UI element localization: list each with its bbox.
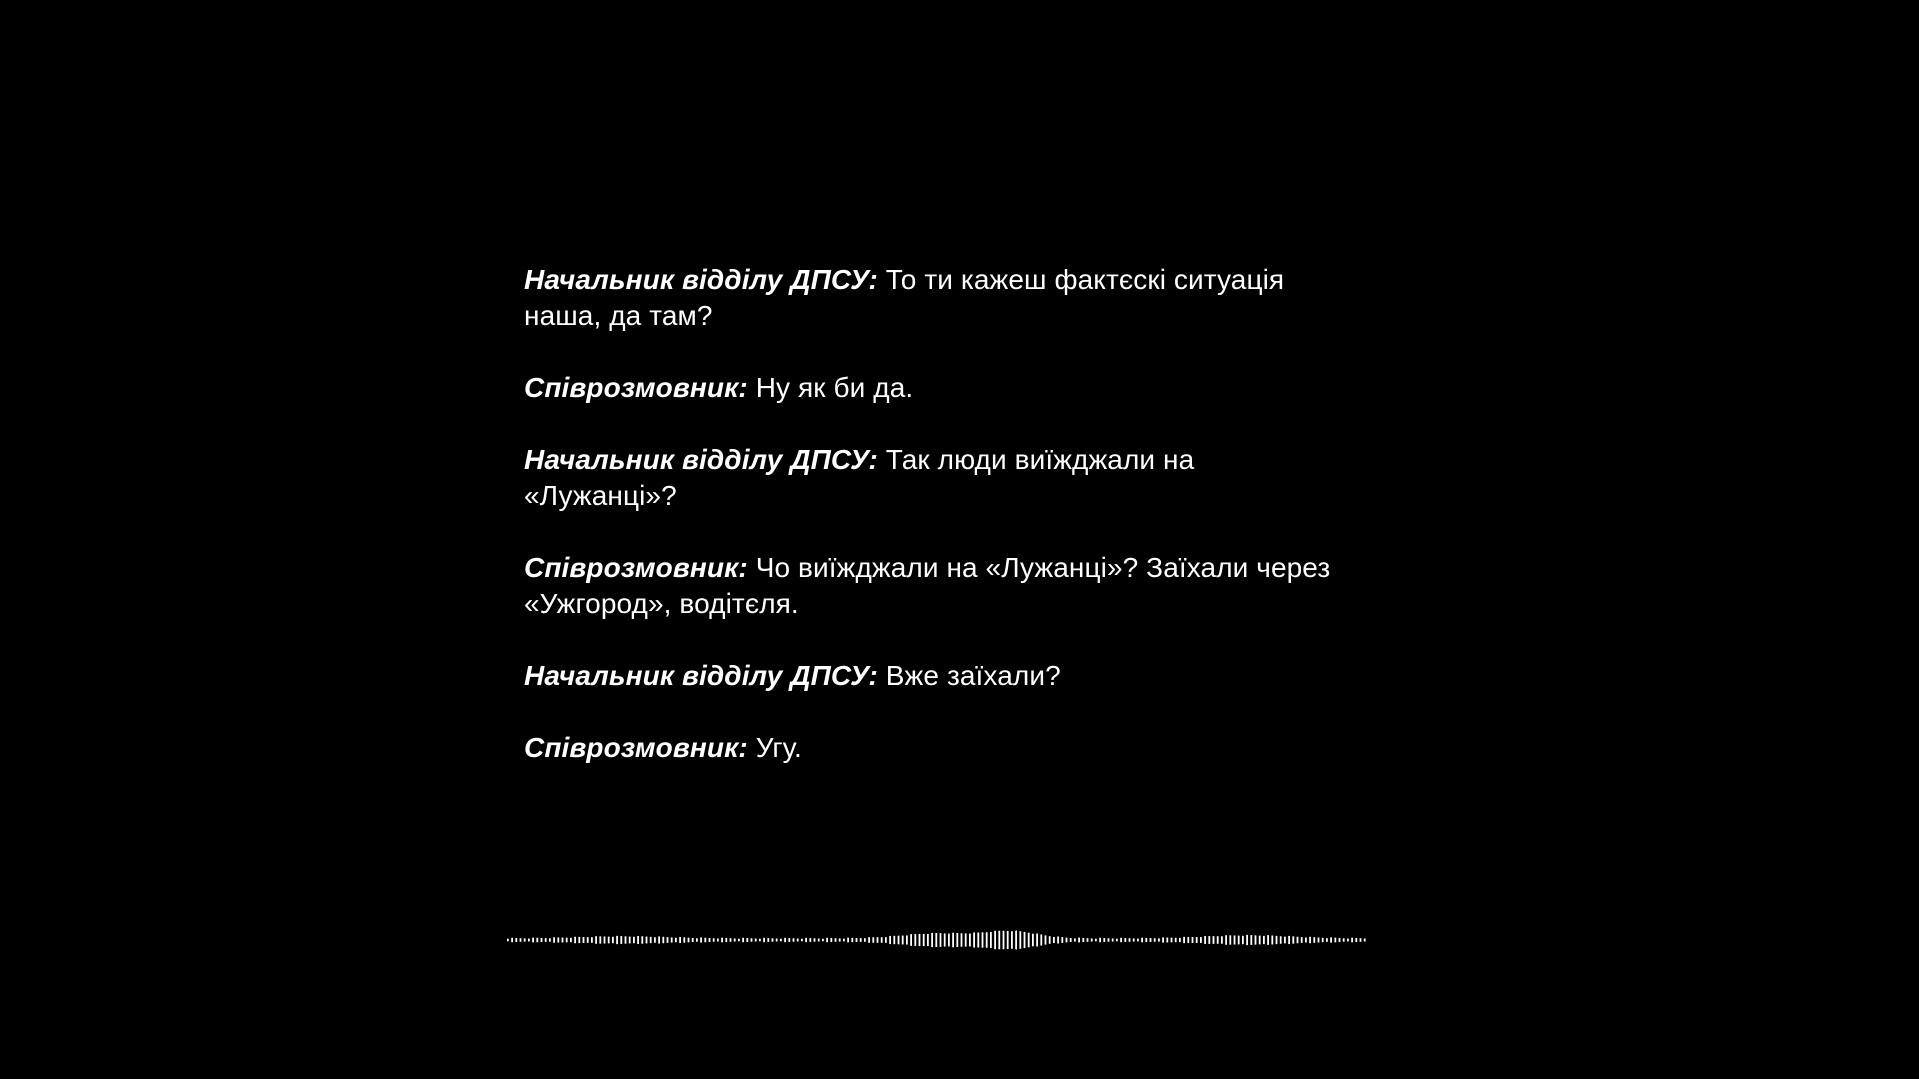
waveform-bar: [1309, 937, 1311, 943]
waveform-bar: [1007, 931, 1009, 949]
waveform-bar: [1032, 934, 1034, 947]
waveform-bar: [889, 936, 891, 944]
waveform-bar: [646, 937, 648, 944]
waveform-bar: [545, 938, 547, 942]
waveform-bar: [620, 936, 622, 944]
waveform-bar: [1355, 938, 1357, 942]
waveform-bar: [654, 937, 656, 943]
waveform-bar: [717, 939, 719, 942]
waveform-bar: [541, 938, 543, 942]
waveform-bar: [767, 938, 769, 942]
waveform-bar: [809, 938, 811, 942]
waveform-bar: [1267, 935, 1269, 945]
waveform-bar: [730, 938, 732, 942]
waveform-bar: [965, 933, 967, 946]
waveform-bar: [709, 938, 711, 942]
waveform-bar: [1217, 936, 1219, 944]
waveform-bar: [1347, 939, 1349, 942]
waveform-bar: [1019, 931, 1021, 949]
waveform-bar: [1154, 938, 1156, 942]
waveform-bar: [788, 938, 790, 942]
waveform-bar: [696, 938, 698, 941]
waveform-bar: [1003, 931, 1005, 949]
waveform-bar: [1074, 938, 1076, 941]
waveform-bar: [944, 933, 946, 946]
speaker-label: Співрозмовник:: [524, 732, 748, 763]
waveform-bar: [1145, 938, 1147, 942]
waveform-bar: [839, 938, 841, 941]
waveform-bar: [793, 938, 795, 941]
waveform-bar: [1318, 938, 1320, 943]
waveform-bar: [805, 938, 807, 942]
waveform-bar: [1045, 935, 1047, 944]
transcript-line: [524, 262, 1344, 334]
waveform-bar: [511, 938, 513, 942]
waveform-bar: [1036, 934, 1038, 947]
waveform-bar: [864, 938, 866, 942]
transcript-line: [524, 730, 1344, 766]
waveform-bar: [587, 937, 589, 943]
waveform-bar: [1288, 936, 1290, 944]
waveform-bar: [591, 937, 593, 943]
waveform-bar: [608, 937, 610, 944]
waveform-bar: [1049, 936, 1051, 944]
waveform-bar: [1238, 936, 1240, 945]
waveform-bar: [784, 938, 786, 942]
waveform-bar: [1141, 938, 1143, 943]
waveform-bar: [906, 935, 908, 944]
waveform-bar: [751, 938, 753, 941]
waveform-bar: [1242, 936, 1244, 944]
waveform-bar: [1250, 935, 1252, 945]
waveform-bar: [532, 938, 534, 943]
waveform-bar: [746, 938, 748, 942]
waveform-bar: [797, 939, 799, 942]
waveform-bar: [1120, 938, 1122, 942]
waveform-bar: [671, 937, 673, 942]
waveform-bar: [881, 937, 883, 943]
waveform-bar: [1061, 937, 1063, 943]
waveform-bar: [637, 936, 639, 944]
waveform-bar: [595, 936, 597, 944]
waveform-bar: [1070, 938, 1072, 942]
waveform-bar: [1259, 936, 1261, 945]
waveform-bar: [1339, 938, 1341, 942]
waveform-bar: [1015, 931, 1017, 950]
transcript-line: [524, 550, 1344, 622]
waveform-bar: [914, 934, 916, 946]
waveform-bar: [977, 932, 979, 947]
utterance-text: Вже заїхали?: [885, 660, 1061, 691]
waveform-bar: [612, 937, 614, 943]
waveform-bar: [1276, 936, 1278, 944]
waveform-bar: [822, 939, 824, 942]
waveform-bar: [1040, 934, 1042, 945]
utterance-text: Ну як би да.: [755, 372, 914, 403]
waveform-bar: [1255, 935, 1257, 944]
waveform-bar: [1116, 939, 1118, 942]
waveform-bar: [688, 938, 690, 943]
waveform-bar: [1208, 936, 1210, 944]
waveform-bar: [1313, 937, 1315, 943]
waveform-bar: [990, 932, 992, 948]
waveform-bar: [1301, 937, 1303, 943]
waveform-bar: [969, 934, 971, 947]
waveform-bar: [713, 938, 715, 941]
waveform-bar: [835, 938, 837, 942]
waveform-bar: [625, 936, 627, 943]
waveform-bar: [566, 938, 568, 943]
waveform-bar: [599, 936, 601, 943]
waveform-bar: [629, 937, 631, 944]
waveform-bar: [562, 938, 564, 943]
waveform-bar: [948, 934, 950, 947]
utterance-text: Так люди виїжджали на «Лужанці»?: [524, 444, 1195, 511]
waveform-bar: [1171, 938, 1173, 943]
waveform-bar: [1204, 936, 1206, 944]
waveform-bar: [956, 933, 958, 947]
waveform-bar: [520, 938, 522, 942]
waveform-bar: [1150, 938, 1152, 942]
waveform-bar: [986, 932, 988, 948]
waveform-bar: [868, 937, 870, 943]
waveform-bar: [1326, 938, 1328, 942]
waveform-bar: [893, 936, 895, 944]
waveform-bar: [1011, 931, 1013, 948]
waveform-bar: [616, 936, 618, 944]
waveform-bar: [1087, 938, 1089, 942]
waveform-bar: [856, 938, 858, 942]
waveform-bar: [1166, 938, 1168, 943]
audio-waveform: [506, 918, 1368, 962]
waveform-bar: [1271, 936, 1273, 945]
waveform-bar: [1103, 938, 1105, 942]
waveform-bar: [1221, 936, 1223, 943]
transcript-line: [524, 658, 1344, 694]
waveform-bar: [574, 937, 576, 943]
waveform-bar: [1284, 937, 1286, 944]
waveform-bar: [885, 937, 887, 943]
waveform-bar: [725, 938, 727, 942]
waveform-bar: [759, 939, 761, 942]
speaker-label: Начальник відділу ДПСУ:: [524, 264, 878, 295]
waveform-bar: [578, 937, 580, 943]
waveform-bar: [662, 937, 664, 943]
waveform-bar: [847, 938, 849, 943]
waveform-bar: [583, 937, 585, 943]
waveform-bar: [902, 936, 904, 945]
waveform-bar: [1213, 936, 1215, 944]
waveform-bar: [704, 938, 706, 943]
waveform-bar: [1024, 932, 1026, 948]
waveform-bar: [755, 939, 757, 942]
transcript: [524, 262, 1344, 802]
waveform-bar: [1158, 938, 1160, 941]
waveform-bar: [1175, 938, 1177, 942]
waveform-bar: [1292, 936, 1294, 943]
waveform-bar: [952, 933, 954, 947]
waveform-bar: [1124, 938, 1126, 942]
waveform-bar: [1099, 938, 1101, 942]
waveform-bar: [1187, 937, 1189, 943]
waveform-bar: [1095, 939, 1097, 942]
waveform-bar: [734, 938, 736, 941]
waveform-bar: [1330, 937, 1332, 942]
waveform-bar: [826, 938, 828, 942]
waveform-bar: [570, 938, 572, 942]
waveform-bar: [772, 938, 774, 941]
waveform-bar: [721, 938, 723, 943]
waveform-bar: [1108, 938, 1110, 941]
waveform-bar: [1028, 933, 1030, 947]
waveform-bar: [679, 937, 681, 943]
waveform-bar: [801, 939, 803, 942]
waveform-bar: [1360, 938, 1362, 942]
waveform-bar: [935, 933, 937, 947]
waveform-bar: [1196, 937, 1198, 943]
waveform-bar: [1053, 937, 1055, 943]
waveform-bar: [877, 937, 879, 943]
waveform-bar: [1280, 936, 1282, 943]
waveform-bar: [780, 939, 782, 942]
waveform-bar: [923, 934, 925, 946]
waveform-bar: [1334, 938, 1336, 943]
waveform-bar: [860, 938, 862, 942]
waveform-bar: [524, 938, 526, 941]
waveform-bar: [604, 936, 606, 943]
waveform-bar: [851, 938, 853, 942]
waveform-bar: [549, 938, 551, 941]
waveform-bar: [1137, 939, 1139, 942]
waveform-bar: [931, 933, 933, 947]
waveform-bar: [1078, 938, 1080, 943]
waveform-bar: [763, 938, 765, 942]
waveform-bar: [667, 937, 669, 943]
waveform-bar: [973, 932, 975, 947]
waveform-bar: [927, 934, 929, 946]
waveform-bar: [843, 939, 845, 942]
utterance-text: То ти кажеш фактєскі ситуація наша, да там?: [524, 264, 1285, 331]
waveform-bar: [1082, 938, 1084, 942]
waveform-bar: [553, 937, 555, 942]
waveform-bar: [982, 932, 984, 947]
waveform-bar: [683, 937, 685, 942]
waveform-bar: [1057, 936, 1059, 943]
waveform-bar: [998, 931, 1000, 949]
waveform-bar: [1179, 938, 1181, 942]
waveform-bar: [776, 939, 778, 942]
waveform-bar: [1192, 937, 1194, 943]
waveform-bar: [633, 937, 635, 943]
waveform-bar: [1364, 938, 1366, 941]
waveform-bar: [515, 938, 517, 942]
waveform-bar: [1162, 937, 1164, 942]
waveform-bar: [557, 937, 559, 942]
waveform-bar: [692, 938, 694, 942]
waveform-bar: [1229, 935, 1231, 944]
waveform-bar: [1351, 938, 1353, 943]
waveform-bar: [1183, 937, 1185, 943]
waveform-bar: [1133, 938, 1135, 941]
waveform-bar: [910, 934, 912, 946]
waveform-bar: [1263, 936, 1265, 944]
waveform-bar: [1322, 938, 1324, 942]
waveform-bar: [1305, 938, 1307, 943]
waveform-bar: [1234, 935, 1236, 944]
speaker-label: Співрозмовник:: [524, 372, 748, 403]
transcript-line: [524, 442, 1344, 514]
waveform-bar: [898, 936, 900, 945]
waveform-bar: [994, 931, 996, 949]
utterance-text: Чо виїжджали на «Лужанці»? Заїхали через «Ужгород», водітєля.: [524, 552, 1331, 619]
speaker-label: Начальник відділу ДПСУ:: [524, 444, 878, 475]
waveform-bar: [650, 937, 652, 943]
utterance-text: Угу.: [755, 732, 802, 763]
waveform-bar: [742, 938, 744, 942]
waveform-bar: [1200, 937, 1202, 943]
waveform-bar: [1225, 935, 1227, 945]
waveform-bar: [818, 939, 820, 942]
waveform-bar: [872, 937, 874, 943]
waveform-bar: [1343, 938, 1345, 941]
waveform-bar: [1112, 939, 1114, 942]
waveform-bar: [1297, 937, 1299, 944]
waveform-bar: [641, 936, 643, 943]
waveform-bar: [830, 938, 832, 942]
transcript-line: [524, 370, 1344, 406]
waveform-bar: [814, 938, 816, 941]
waveform-bar: [700, 937, 702, 942]
waveform-bar: [1246, 935, 1248, 945]
waveform-bar: [528, 939, 530, 942]
waveform-bar: [675, 938, 677, 942]
waveform-bar: [1129, 938, 1131, 942]
waveform-bar: [658, 936, 660, 943]
waveform-bar: [940, 933, 942, 947]
waveform-bar: [919, 934, 921, 946]
speaker-label: Начальник відділу ДПСУ:: [524, 660, 878, 691]
waveform-bar: [1066, 938, 1068, 943]
speaker-label: Співрозмовник:: [524, 552, 748, 583]
waveform-bar: [961, 933, 963, 947]
waveform-bar: [536, 938, 538, 942]
waveform-bar: [738, 939, 740, 942]
waveform-bar: [1091, 938, 1093, 941]
waveform-bar: [507, 939, 509, 942]
